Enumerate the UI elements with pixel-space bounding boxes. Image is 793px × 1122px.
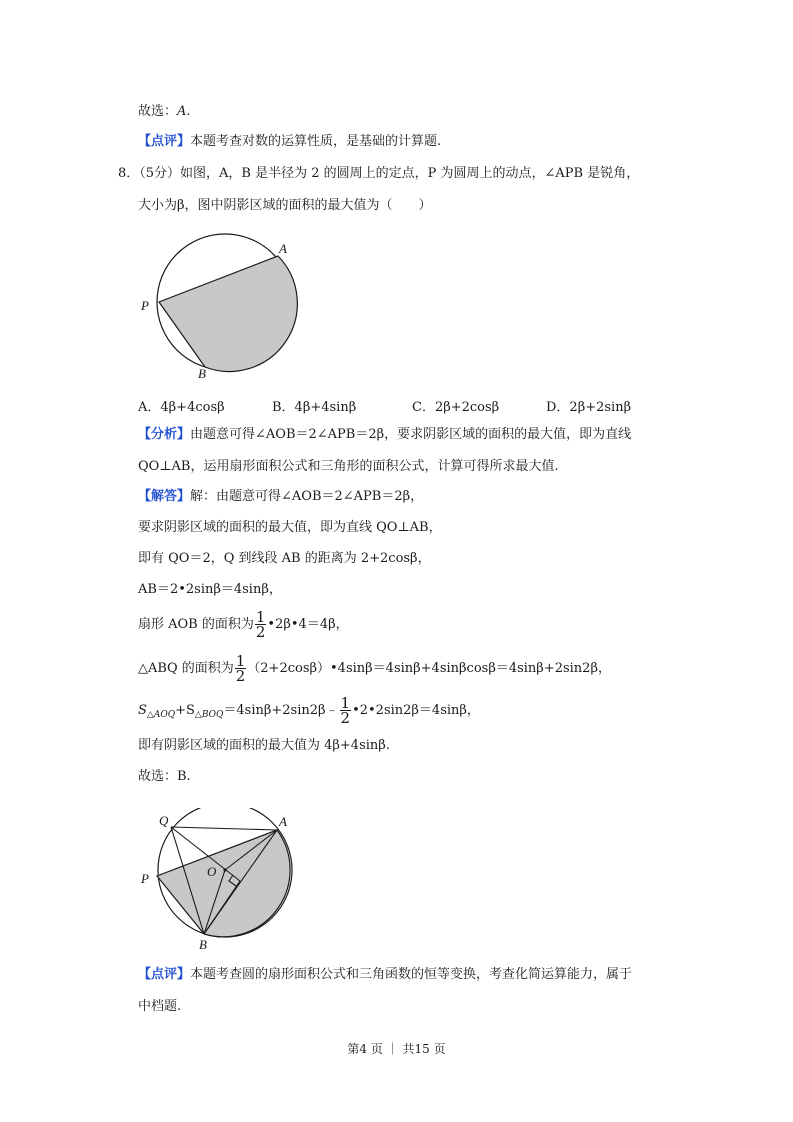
label-a: A — [279, 241, 287, 256]
solution-line7: $S_{\triangle AOQ}+S_{\triangle BOQ}=4\sin\beta+2\sin 2\beta﹣$ $\frac{1}{2}$ •2•2sin2β＝4sinβ， — [138, 694, 480, 727]
option-c: C．2β+2cosβ — [412, 400, 500, 415]
fraction-half: $\frac{1}{2}$ — [235, 652, 246, 685]
previous-answer: 故选：A. — [138, 104, 191, 119]
option-b: B．4β+4sinβ — [272, 400, 357, 415]
review-tag: 【点评】 — [138, 134, 191, 149]
solution-line8: 即有阴影区域的面积的最大值为 4β+4sinβ. — [138, 738, 390, 753]
analysis-tag: 【分析】 — [138, 427, 191, 442]
label-o: O — [207, 864, 217, 879]
solution-line6: △ABQ 的面积为 $\frac{1}{2}$ （2+2cosβ）•4sinβ＝4sinβ+4sinβcosβ＝4sinβ+2sin2β， — [138, 652, 611, 685]
option-a: A．4β+4cosβ — [138, 400, 225, 415]
solution-figure — [135, 808, 305, 958]
solution-tag: 【解答】 — [138, 489, 191, 504]
solution-line5: 扇形 AOB 的面积为 $\frac{1}{2}$ •2β•4＝4β， — [138, 608, 349, 641]
option-d: D．2β+2sinβ — [546, 400, 632, 415]
review-line2: 中档题. — [138, 999, 182, 1014]
label-b: B — [199, 937, 207, 952]
label-p: P — [141, 298, 149, 313]
solution-line3: 即有 QO＝2，Q 到线段 AB 的距离为 2+2cosβ， — [138, 551, 431, 566]
page-footer: 第4 页 ｜ 共15 页 — [347, 1042, 446, 1056]
label-a: A — [279, 814, 287, 829]
question-figure — [135, 225, 305, 385]
analysis-line2: QO⊥AB，运用扇形面积公式和三角形的面积公式，计算可得所求最大值. — [138, 459, 559, 474]
fraction-half: $\frac{1}{2}$ — [255, 608, 266, 641]
solution-line4: AB＝2•2sinβ＝4sinβ， — [138, 582, 282, 597]
label-p: P — [141, 871, 149, 886]
label-b: B — [198, 366, 206, 381]
review-line1: 【点评】本题考查圆的扇形面积公式和三角函数的恒等变换，考查化简运算能力，属于 — [138, 967, 633, 982]
solution-line1: 【解答】解：由题意可得∠AOB＝2∠APB＝2β， — [138, 489, 424, 504]
previous-review: 【点评】本题考查对数的运算性质，是基础的计算题. — [138, 134, 442, 149]
question-8-line2: 大小为β，图中阴影区域的面积的最大值为（ ） — [138, 198, 432, 213]
solution-line2: 要求阴影区域的面积的最大值，即为直线 QO⊥AB， — [138, 520, 442, 535]
center-point — [223, 868, 226, 871]
solution-line9: 故选：B. — [138, 769, 191, 784]
review-tag: 【点评】 — [138, 967, 191, 982]
analysis-line1: 【分析】由题意可得∠AOB＝2∠APB＝2β，要求阴影区域的面积的最大值，即为直线 — [138, 427, 632, 442]
fraction-half: $\frac{1}{2}$ — [340, 694, 351, 727]
label-q: Q — [159, 813, 169, 828]
question-8-line1: 8．（5分）如图，A，B 是半径为 2 的圆周上的定点，P 为圆周上的动点，∠APB 是锐角， — [118, 166, 640, 181]
